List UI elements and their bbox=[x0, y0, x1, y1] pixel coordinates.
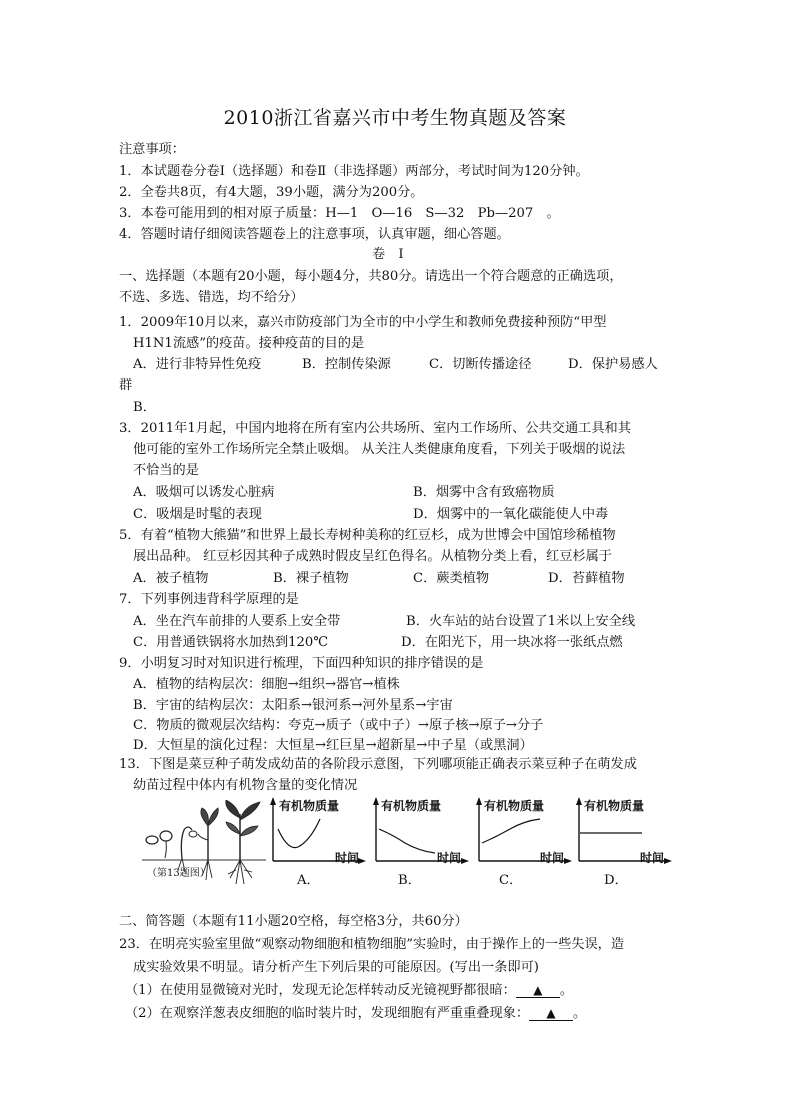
volume-label: 卷 Ⅰ bbox=[372, 247, 404, 262]
q13-graph-a-option: A． bbox=[297, 873, 320, 888]
q5-option-a: A．被子植物 bbox=[133, 571, 209, 586]
notice-item: 3．本卷可能用到的相对原子质量：H—1 O—16 S—32 Pb—207 。 bbox=[119, 206, 560, 221]
q13-graph-b-option: B． bbox=[398, 873, 421, 888]
q3-stem: 3．2011年1月起，中国内地将在所有室内公共场所、室内工作场所、公共交通工具和其 bbox=[119, 421, 631, 436]
q3-stem-cont: 他可能的室外工作场所完全禁止吸烟。 从关注人类健康角度看，下列关于吸烟的说法 bbox=[133, 442, 626, 457]
q1-option-d-wrap: 群 bbox=[119, 378, 133, 393]
q13-graph-b-xlabel: 时间 bbox=[437, 851, 462, 865]
q23-stem-cont: 成实验效果不明显。请分析产生下列后果的可能原因。(写出一条即可) bbox=[133, 960, 539, 975]
q23-sub2-end: 。 bbox=[573, 1006, 587, 1021]
q13-stem: 13．下图是菜豆种子萌发成幼苗的各阶段示意图，下列哪项能正确表示菜豆种子在萌发成 bbox=[119, 757, 637, 772]
q9-option-c: C．物质的微观层次结构：夸克→质子（或中子）→原子核→原子→分子 bbox=[133, 718, 544, 733]
q13-graph-d-option: D． bbox=[604, 873, 628, 888]
q13-graph-a-ylabel: 有机物质量 bbox=[279, 799, 340, 813]
q3-stem-cont: 不恰当的是 bbox=[133, 463, 199, 478]
q9-option-d: D．大恒星的演化过程：大恒星→红巨星→超新星→中子星（或黑洞） bbox=[133, 738, 533, 753]
q1-stem-cont: H1N1流感”的疫苗。接种疫苗的目的是 bbox=[133, 336, 365, 351]
page-title: 2010浙江省嘉兴市中考生物真题及答案 bbox=[223, 107, 567, 129]
q13-graph-c-xlabel: 时间 bbox=[540, 851, 565, 865]
q3-option-a: A．吸烟可以诱发心脏病 bbox=[133, 485, 275, 500]
q13-graph-b-ylabel: 有机物质量 bbox=[381, 799, 442, 813]
q13-figure-caption: （第13题图） bbox=[147, 868, 210, 879]
q23-sub1-text: （1）在使用显微镜对光时，发现无论怎样转动反光镜视野都很暗： bbox=[125, 983, 516, 998]
q13-graph-d-xlabel: 时间 bbox=[640, 851, 665, 865]
q1-option-c: C．切断传播途径 bbox=[429, 357, 532, 372]
q23-sub1-answer-blank: ▲ bbox=[516, 983, 560, 998]
q3-option-d: D．烟雾中的一氧化碳能使人中毒 bbox=[413, 507, 609, 522]
q5-stem-cont: 展出品种。 红豆杉因其种子成熟时假皮呈红色得名。从植物分类上看，红豆杉属于 bbox=[133, 549, 612, 564]
q7-option-a: A．坐在汽车前排的人要系上安全带 bbox=[133, 614, 341, 629]
q23-sub1 bbox=[125, 982, 573, 1000]
q1-answer: B． bbox=[133, 400, 156, 415]
q5-option-b: B．裸子植物 bbox=[273, 571, 349, 586]
q23-sub2-text: （2）在观察洋葱表皮细胞的临时装片时，发现细胞有严重重叠现象： bbox=[125, 1006, 530, 1021]
q23-sub1-end: 。 bbox=[559, 983, 574, 998]
notice-heading: 注意事项： bbox=[119, 142, 185, 157]
q1-stem: 1．2009年10月以来，嘉兴市防疫部门为全市的中小学生和教师免费接种预防“甲型 bbox=[119, 315, 607, 330]
q13-stem-cont: 幼苗过程中体内有机物含量的变化情况 bbox=[133, 778, 358, 793]
section1-heading: 一、选择题（本题有20小题，每小题4分，共80分。请选出一个符合题意的正确选项， bbox=[119, 269, 623, 284]
q9-stem: 9．小明复习时对知识进行梳理，下面四种知识的排序错误的是 bbox=[119, 656, 484, 671]
q9-option-a: A．植物的结构层次：细胞→组织→器官→植株 bbox=[133, 677, 400, 692]
notice-item: 1．本试题卷分卷Ⅰ（选择题）和卷Ⅱ（非选择题）两部分，考试时间为120分钟。 bbox=[119, 164, 589, 179]
q3-option-c: C．吸烟是时髦的表现 bbox=[133, 507, 262, 522]
q23-stem: 23．在明亮实验室里做“观察动物细胞和植物细胞”实验时，由于操作上的一些失误，造 bbox=[119, 937, 625, 952]
q1-option-d: D．保护易感人 bbox=[568, 357, 658, 372]
q13-graph-c-ylabel: 有机物质量 bbox=[484, 799, 545, 813]
q23-sub2 bbox=[125, 1005, 586, 1023]
q3-option-b: B．烟雾中含有致癌物质 bbox=[413, 485, 555, 500]
q5-option-c: C．蕨类植物 bbox=[413, 571, 490, 586]
notice-item: 2．全卷共8页，有4大题，39小题，满分为200分。 bbox=[119, 185, 424, 200]
q7-option-c: C．用普通铁锅将水加热到120℃ bbox=[133, 635, 329, 650]
q7-stem: 7．下列事例违背科学原理的是 bbox=[119, 592, 299, 607]
q7-option-d: D．在阳光下，用一块冰将一张纸点燃 bbox=[401, 635, 623, 650]
q1-option-a: A．进行非特异性免疫 bbox=[133, 357, 262, 372]
q1-option-b: B．控制传染源 bbox=[302, 357, 391, 372]
q23-sub2-answer-blank: ▲ bbox=[529, 1006, 573, 1021]
q13-graph-c-option: C． bbox=[499, 873, 523, 888]
q5-option-d: D．苔藓植物 bbox=[548, 571, 625, 586]
section1-heading-cont: 不选、多选、错选，均不给分） bbox=[119, 290, 304, 305]
q13-graph-a-xlabel: 时间 bbox=[335, 851, 360, 865]
q7-option-b: B．火车站的站台设置了1米以上安全线 bbox=[406, 614, 636, 629]
q5-stem: 5．有着“植物大熊猫”和世界上最长寿树种美称的红豆杉，成为世博会中国馆珍稀植物 bbox=[119, 528, 616, 543]
section2-heading: 二、简答题（本题有11小题20空格，每空格3分，共60分） bbox=[119, 914, 468, 929]
q9-option-b: B．宇宙的结构层次：太阳系→银河系→河外星系→宇宙 bbox=[133, 698, 453, 713]
notice-item: 4．答题时请仔细阅读答题卷上的注意事项，认真审题，细心答题。 bbox=[119, 227, 510, 242]
q13-graph-d-ylabel: 有机物质量 bbox=[584, 799, 645, 813]
